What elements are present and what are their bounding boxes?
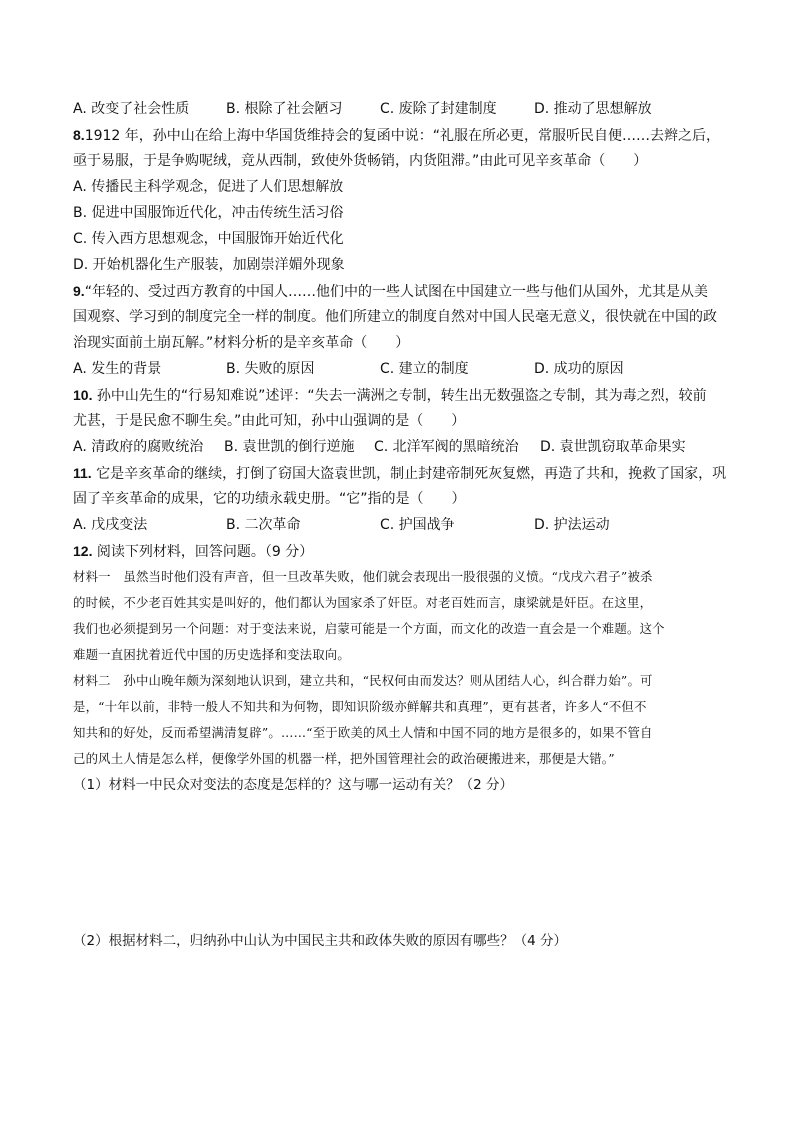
q12-subquestion-1: （1）材料一中民众对变法的态度是怎样的？这与哪一运动有关？（2 分） [73, 777, 513, 793]
q7-option-a: A. 改变了社会性质 [73, 101, 190, 117]
q10-stem-text-1: 孙中山先生的“行易知难说”述评：“失去一满洲之专制，转生出无数强盗之专制，其为毒之烈，较前 [96, 388, 707, 404]
material-1-line-1: 材料一 虽然当时他们没有声音，但一旦改革失败，他们就会表现出一股很强的义愤。“戊戌六君子”被杀 [73, 569, 653, 584]
q10-option-b: B. 袁世凯的倒行逆施 [224, 439, 355, 455]
q8-stem-text-1: 1912 年，孙中山在给上海中华国货维持会的复函中说：“礼服在所必更，常服听民自便……去辫之后， [84, 128, 721, 144]
q8-option-d: D. 开始机器化生产服装，加剧崇洋媚外现象 [73, 257, 345, 273]
q10-number: 10. [73, 387, 93, 403]
q11-option-a: A. 戊戌变法 [73, 517, 148, 533]
q9-option-d: D. 成功的原因 [534, 361, 624, 377]
q10-option-a: A. 清政府的腐败统治 [73, 439, 204, 455]
q8-stem-line-1 [73, 125, 720, 146]
material-1-line-3: 我们也必须提到另一个问题：对于变法来说，启蒙可能是一个方面，而文化的改造一直会是一个难题。这个 [73, 621, 665, 636]
q7-option-b: B. 根除了社会陋习 [226, 101, 343, 117]
q8-option-c: C. 传入西方思想观念，中国服饰开始近代化 [73, 231, 344, 247]
q9-option-c: C. 建立的制度 [380, 361, 469, 377]
q10-stem-line-2: 尤甚，于是民愈不聊生矣。”由此可知，孙中山强调的是（ ） [73, 413, 466, 429]
q12-subquestion-2: （2）根据材料二，归纳孙中山认为中国民主共和政体失败的原因有哪些？（4 分） [73, 933, 567, 949]
material-2-line-2: 是，“十年以前，非特一般人不知共和为何物，即知识阶级亦鲜解共和真理”，更有甚者，许多人“不但不 [73, 699, 647, 714]
q11-stem-text-1: 它是辛亥革命的继续，打倒了窃国大盗袁世凯，制止封建帝制死灰复燃，再造了共和，挽救了国家，巩 [96, 466, 727, 482]
q10-option-c: C. 北洋军阀的黑暗统治 [374, 439, 519, 455]
q9-stem-line-2: 国观察、学习到的制度完全一样的制度。他们所建立的制度自然对中国人民毫无意义，很快就在中国的政 [73, 309, 717, 325]
q8-stem-line-2: 亟于易服，于是争购呢绒，竞从西制，致使外货畅销，内货阻滞。”由此可见辛亥革命（ ） [73, 153, 648, 169]
q9-number: 9. [73, 283, 85, 299]
material-1-line-2: 的时候，不少老百姓其实是叫好的，他们都认为国家杀了奸臣。对老百姓而言，康梁就是奸臣。在这里， [73, 595, 653, 610]
q11-option-d: D. 护法运动 [534, 517, 610, 533]
q9-option-b: B. 失败的原因 [226, 361, 315, 377]
q12-number: 12. [73, 543, 93, 559]
q12-title [73, 541, 313, 562]
material-2-line-3: 知共和的好处，反而希望满清复辟”。……“至于欧美的风土人情和中国不同的地方是很多的，如果不管自 [73, 725, 653, 740]
q12-title-text: 阅读下列材料，回答问题。（9 分） [96, 544, 314, 560]
q10-option-d: D. 袁世凯窃取革命果实 [540, 439, 686, 455]
q8-number: 8. [73, 127, 85, 143]
q8-option-b: B. 促进中国服饰近代化，冲击传统生活习俗 [73, 205, 344, 221]
q9-stem-line-1 [73, 281, 708, 302]
q7-option-d: D. 推动了思想解放 [534, 101, 652, 117]
material-1-line-4: 难题一直困扰着近代中国的历史选择和变法取向。 [73, 647, 350, 662]
q11-number: 11. [73, 465, 92, 481]
q9-option-a: A. 发生的背景 [73, 361, 162, 377]
q11-option-b: B. 二次革命 [226, 517, 301, 533]
q11-option-c: C. 护国战争 [380, 517, 455, 533]
q11-stem-line-2: 固了辛亥革命的成果，它的功绩永载史册。“它”指的是（ ） [73, 491, 466, 507]
q10-stem-line-1 [73, 385, 707, 406]
q7-option-c: C. 废除了封建制度 [380, 101, 497, 117]
q11-stem-line-1 [73, 463, 726, 484]
q8-option-a: A. 传播民主科学观念，促进了人们思想解放 [73, 179, 344, 195]
material-2-line-1: 材料二 孙中山晚年颇为深刻地认识到，建立共和，“民权何由而发达？则从团结人心，纠合群力始”。可 [73, 673, 653, 688]
q9-stem-text-1: “年轻的、受过西方教育的中国人……他们中的一些人试图在中国建立一些与他们从国外，尤其是从美 [84, 284, 708, 300]
q9-stem-line-3: 治现实面前土崩瓦解。”材料分析的是辛亥革命（ ） [73, 335, 410, 351]
material-2-line-4: 己的风土人情是怎么样，便像学外国的机器一样，把外国管理社会的政治硬搬进来，那便是大错。” [73, 751, 615, 766]
